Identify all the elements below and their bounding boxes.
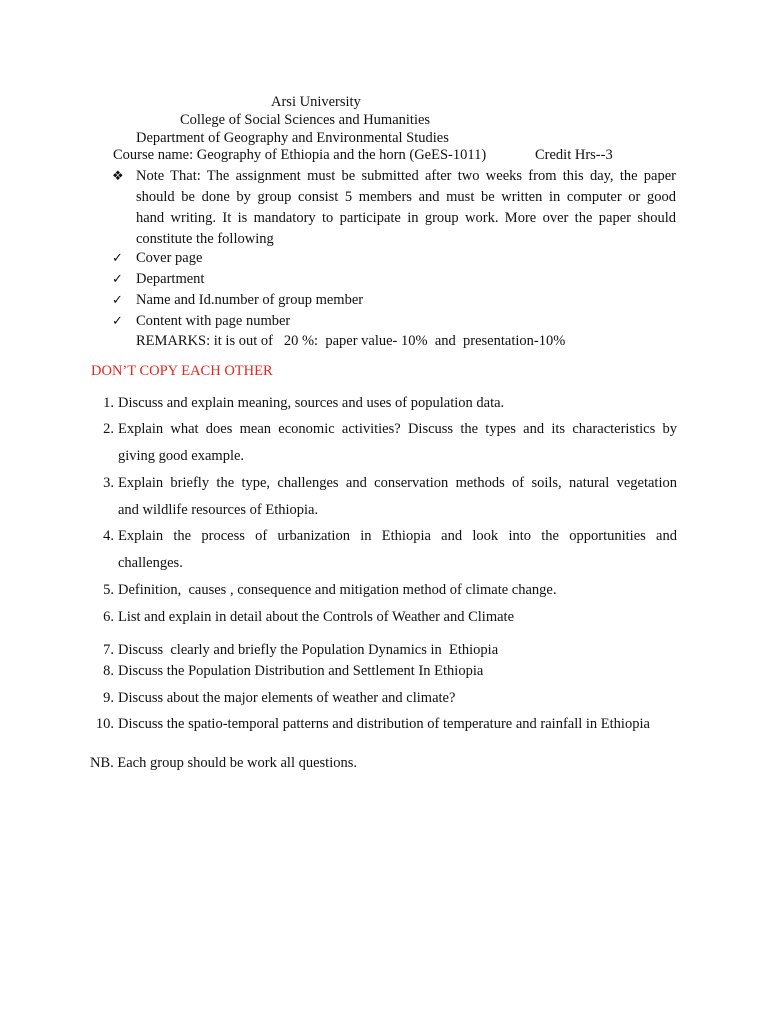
checkmark-icon: ✓ xyxy=(112,313,123,328)
question-text: giving good example. xyxy=(118,448,245,464)
question-number: 9. xyxy=(103,690,114,706)
question-text: Explain briefly the type, challenges and conservation methods of soils, natural vegetation xyxy=(118,475,677,491)
note-line: Note That: The assignment must be submitted after two weeks from this day, the paper xyxy=(136,168,676,184)
question-text: Discuss about the major elements of weather and climate? xyxy=(118,690,456,706)
question-text: Explain the process of urbanization in Ethiopia and look into the opportunities and xyxy=(118,528,677,544)
checklist-item: Cover page xyxy=(136,250,203,266)
checklist-item: Name and Id.number of group member xyxy=(136,292,364,308)
checkmark-icon: ✓ xyxy=(112,250,123,265)
question-text: Explain what does mean economic activities? Discuss the types and its characteristics by xyxy=(118,421,677,437)
course-name: Course name: Geography of Ethiopia and the horn (GeES-1011) xyxy=(113,147,487,163)
question-number: 5. xyxy=(103,582,114,598)
question-text: List and explain in detail about the Controls of Weather and Climate xyxy=(118,609,515,625)
note-line: hand writing. It is mandatory to participate in group work. More over the paper should xyxy=(136,210,676,226)
remarks-text: REMARKS: it is out of 20 %: paper value- 10% and presentation-10% xyxy=(136,333,566,349)
question-text: Discuss and explain meaning, sources and uses of population data. xyxy=(118,395,505,411)
diamond-bullet-icon: ❖ xyxy=(112,168,124,183)
warning-text: DON’T COPY EACH OTHER xyxy=(91,363,273,379)
question-number: 8. xyxy=(103,663,114,679)
checkmark-icon: ✓ xyxy=(112,271,123,286)
college-title: College of Social Sciences and Humanities xyxy=(180,112,431,128)
checklist-item: Content with page number xyxy=(136,313,291,329)
note-line: should be done by group consist 5 members and must be written in computer or good xyxy=(136,189,676,205)
question-text: and wildlife resources of Ethiopia. xyxy=(118,502,319,518)
credit-hours: Credit Hrs--3 xyxy=(535,147,613,163)
question-number: 4. xyxy=(103,528,114,544)
department-title: Department of Geography and Environmental Studies xyxy=(136,130,449,146)
question-number: 3. xyxy=(103,475,114,491)
footer-note: NB. Each group should be work all questions. xyxy=(90,755,358,771)
question-text: Discuss the Population Distribution and Settlement In Ethiopia xyxy=(118,663,484,679)
checklist-item: Department xyxy=(136,271,205,287)
question-number: 10. xyxy=(95,716,114,732)
question-number: 2. xyxy=(103,421,114,437)
question-number: 1. xyxy=(103,395,114,411)
question-text: Discuss the spatio-temporal patterns and distribution of temperature and rainfall in Ethiopia xyxy=(118,716,650,732)
note-line: constitute the following xyxy=(136,231,274,247)
checkmark-icon: ✓ xyxy=(112,292,123,307)
question-text: Definition, causes , consequence and mitigation method of climate change. xyxy=(118,582,557,598)
question-text: challenges. xyxy=(118,555,183,571)
question-text: Discuss clearly and briefly the Population Dynamics in Ethiopia xyxy=(118,642,499,658)
university-title: Arsi University xyxy=(271,94,361,110)
question-number: 7. xyxy=(103,642,114,658)
question-number: 6. xyxy=(103,609,114,625)
